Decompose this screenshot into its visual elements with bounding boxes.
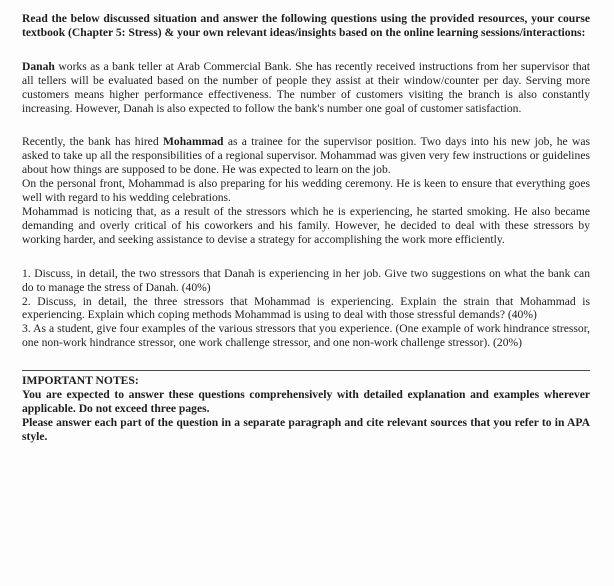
note-2: Please answer each part of the question in a separate paragraph and cite relevant sources that you refer to in APA style.	[22, 415, 590, 443]
danah-name: Danah	[22, 59, 55, 73]
danah-paragraph	[22, 60, 590, 116]
questions-list	[22, 267, 590, 350]
mohammad-name: Mohammad	[162, 135, 224, 149]
mohammad-lead: Recently, the bank has hired	[22, 135, 163, 149]
mohammad-stress-paragraph: Mohammad is noticing that, as a result of the stressors which he is experiencing, he started smoking. He also became demanding and overly critical of his coworkers and his family. However, he decided to deal with these stressors by working harder, and seeking assistance to devise a strategy for accomplishing the work more efficiently.	[22, 204, 590, 246]
question-1: 1. Discuss, in detail, the two stressors that Danah is experiencing in her job. Give two suggestions on what the bank can do to manage the stress of Danah. (40%)	[22, 266, 590, 294]
danah-text: works as a bank teller at Arab Commercial Bank. She has recently received instructions from her supervisor that all tellers will be evaluated based on the number of people they assist at their window/counter per day. Serving more customers means higher performance effectiveness. The number of customers visiting the branch is also constantly increasing. However, Danah is also expected to follow the bank's number one goal of customer satisfaction.	[22, 59, 590, 115]
important-notes	[22, 374, 590, 444]
note-1: You are expected to answer these questions comprehensively with detailed explanation and examples wherever applicable. Do not exceed three pages.	[22, 388, 590, 415]
section-divider	[22, 370, 590, 371]
notes-heading: IMPORTANT NOTES:	[22, 374, 139, 388]
mohammad-personal-paragraph: On the personal front, Mohammad is also preparing for his wedding ceremony. He is keen to ensure that everything goes well with regard to his wedding celebrations.	[22, 177, 590, 205]
mohammad-paragraph	[22, 135, 590, 177]
question-2: 2. Discuss, in detail, the three stressors that Mohammad is experiencing. Explain the strain that Mohammad is experiencing. Explain which coping methods Mohammad is using to deal with those stressful demands? (40%)	[22, 294, 590, 322]
assignment-document	[22, 12, 590, 444]
instructions-heading: Read the below discussed situation and answer the following questions using the provided resources, your course textbook (Chapter 5: Stress) & your own relevant ideas/insights based on the online learning sessions/interactions:	[22, 12, 590, 39]
question-3: 3. As a student, give four examples of the various stressors that you experience. (One example of work hindrance stressor, one non-work hindrance stressor, one work challenge stressor, and one non-work challenge stressor). (20%)	[22, 322, 590, 350]
mohammad-text: as a trainee for the supervisor position. Two days into his new job, he was asked to take up all the responsibilities of a regional supervisor. Mohammad was given very few instructions or guidelines about how things are supposed to be done. He was expected to learn on the job.	[22, 135, 590, 177]
